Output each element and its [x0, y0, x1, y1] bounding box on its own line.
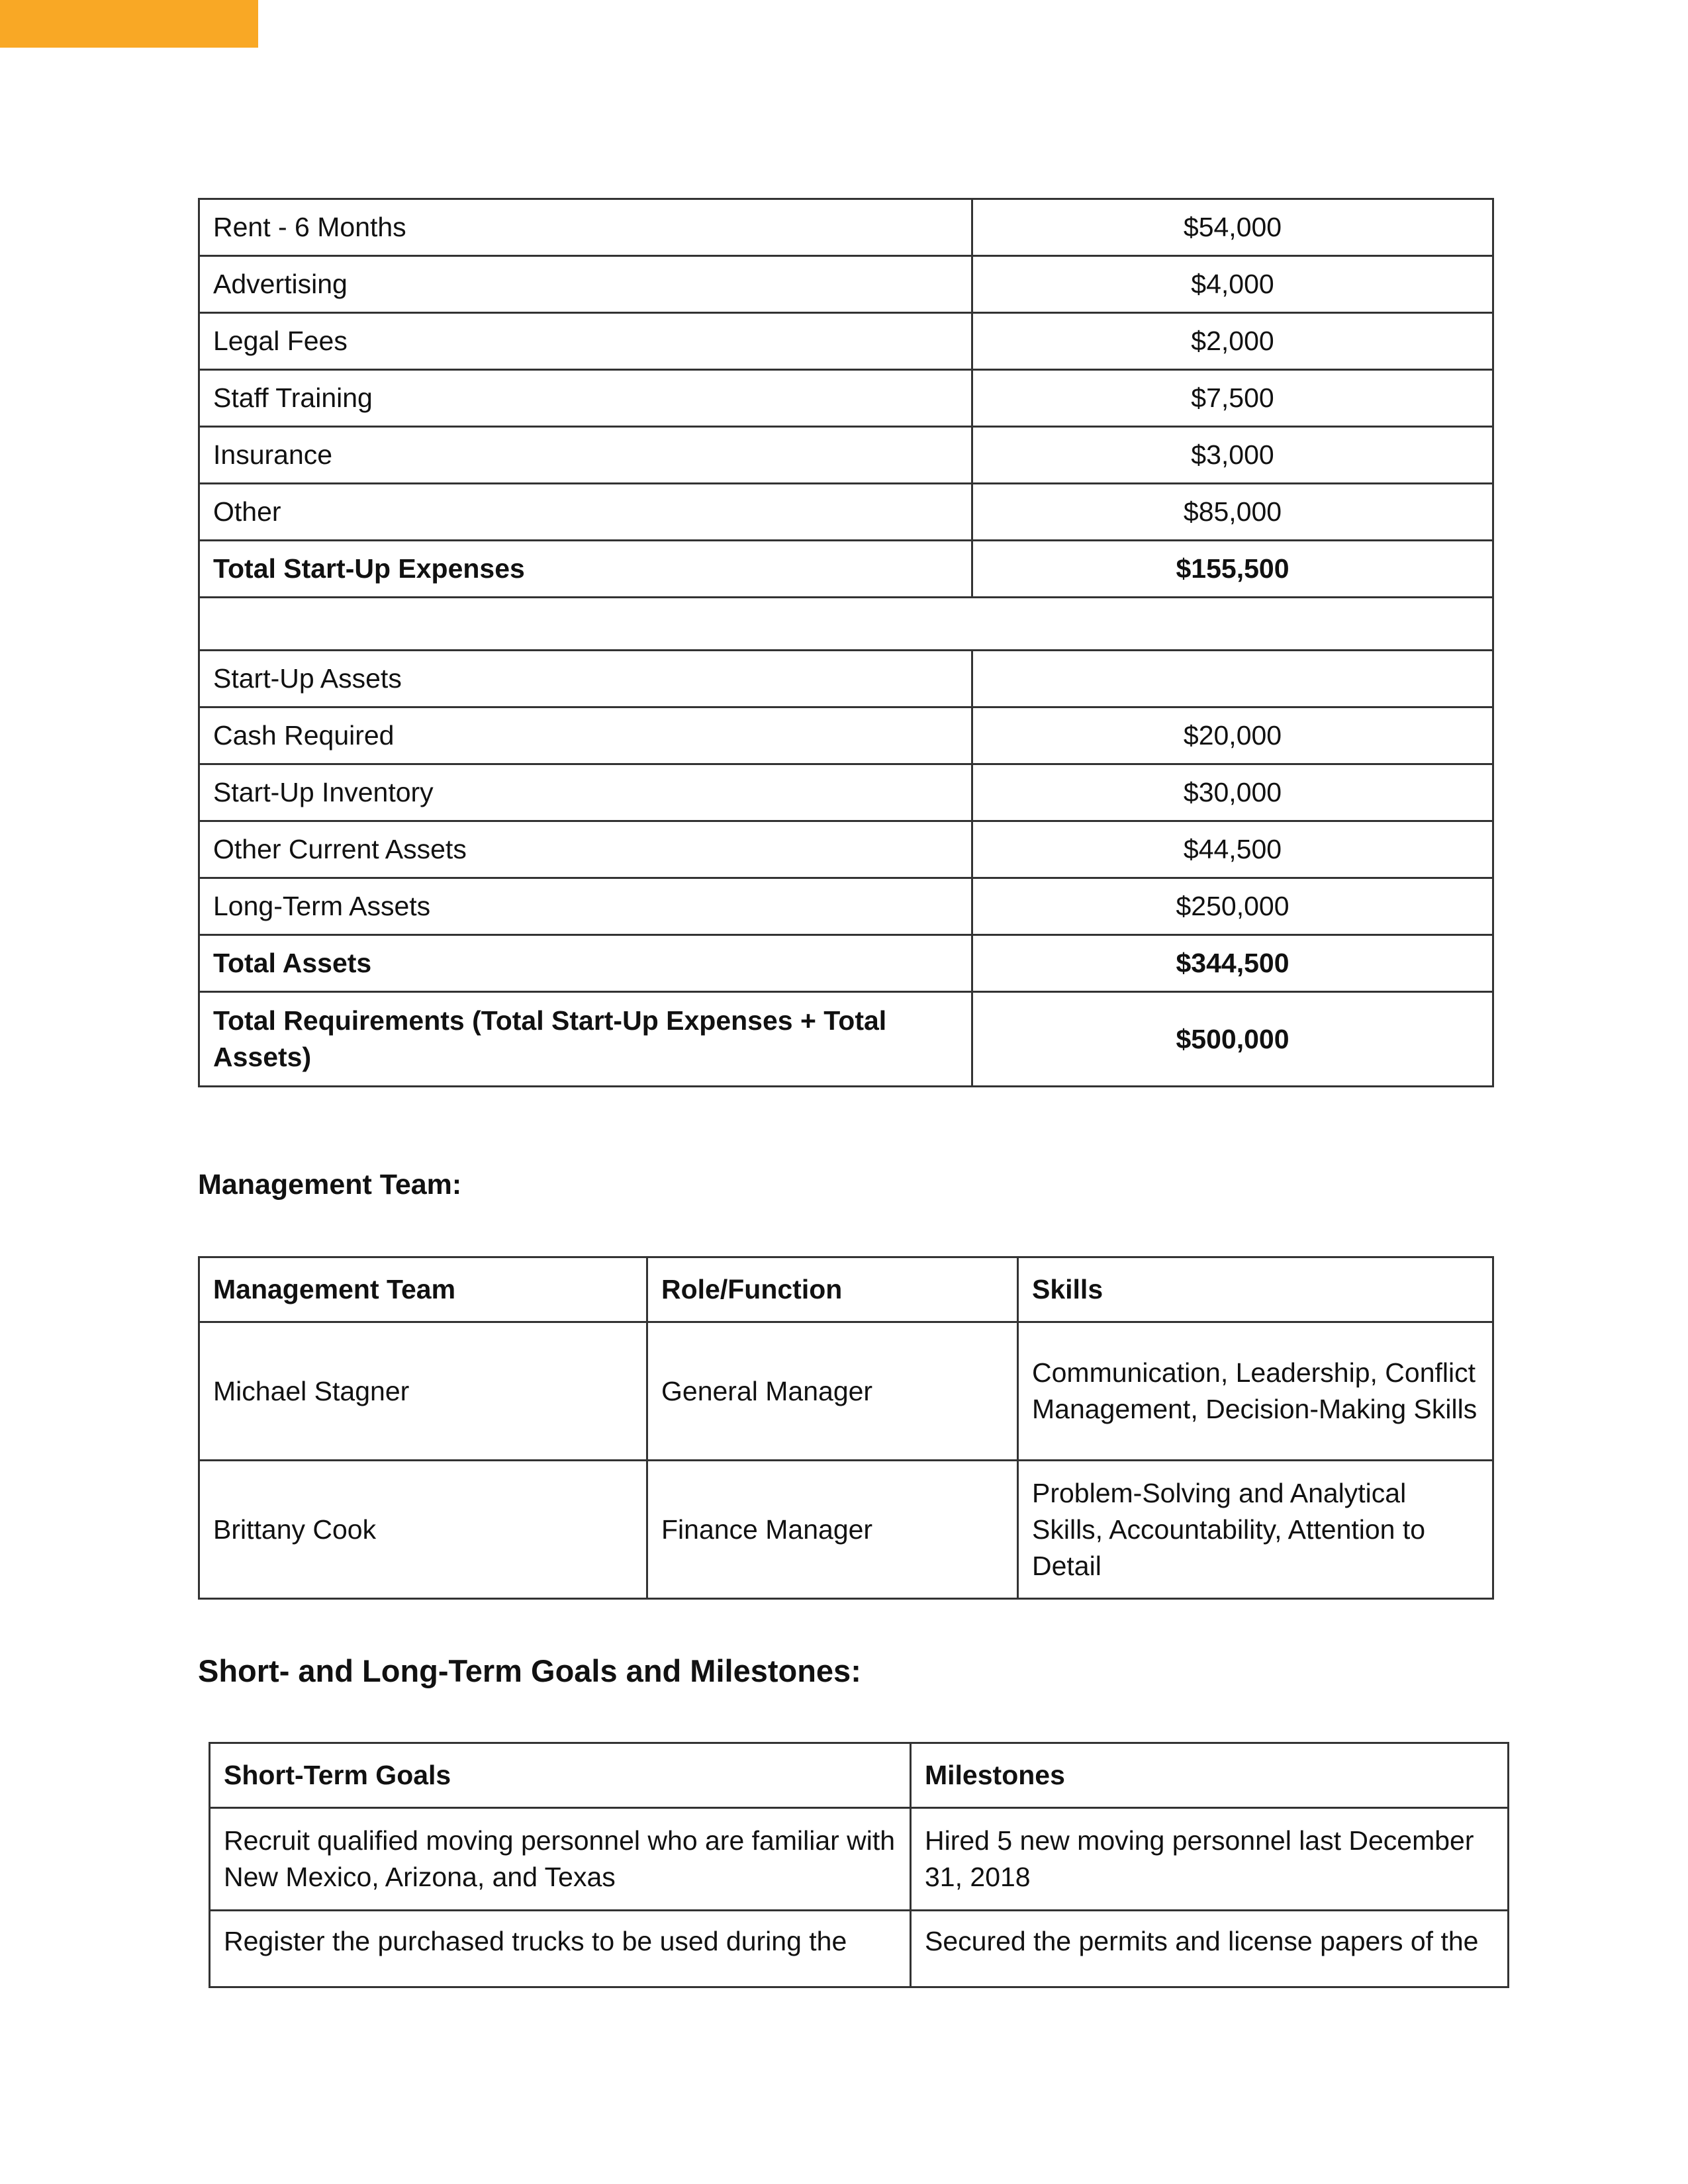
short-term-goal: Recruit qualified moving personnel who are familiar with New Mexico, Arizona, and Texas: [210, 1808, 911, 1911]
table-row: [199, 1461, 1493, 1599]
member-name: Michael Stagner: [199, 1322, 647, 1461]
column-header: Management Team: [199, 1257, 647, 1322]
member-skills: Communication, Leadership, Conflict Management, Decision-Making Skills: [1018, 1322, 1493, 1461]
accent-bar: [0, 0, 258, 48]
asset-label: Cash Required: [199, 707, 972, 764]
table-row: [210, 1911, 1509, 1987]
total-requirements-label: Total Requirements (Total Start-Up Expenses + Total Assets): [199, 992, 972, 1087]
management-team-heading: Management Team:: [198, 1169, 462, 1201]
expense-label: Other: [199, 484, 972, 541]
expense-label: Legal Fees: [199, 313, 972, 370]
member-name: Brittany Cook: [199, 1461, 647, 1599]
asset-amount: $20,000: [972, 707, 1493, 764]
table-row: [199, 821, 1493, 878]
management-team-table: [198, 1256, 1494, 1600]
asset-label: Long-Term Assets: [199, 878, 972, 935]
milestone: Hired 5 new moving personnel last December 31, 2018: [911, 1808, 1509, 1911]
expense-amount: $54,000: [972, 199, 1493, 256]
member-role: Finance Manager: [647, 1461, 1018, 1599]
table-row: [199, 484, 1493, 541]
expense-label: Rent - 6 Months: [199, 199, 972, 256]
table-row: [199, 651, 1493, 707]
asset-label: Start-Up Inventory: [199, 764, 972, 821]
column-header: Skills: [1018, 1257, 1493, 1322]
startup-assets-header: Start-Up Assets: [199, 651, 972, 707]
expense-amount: $3,000: [972, 427, 1493, 484]
startup-assets-header-amount: [972, 651, 1493, 707]
total-assets-amount: $344,500: [972, 935, 1493, 992]
column-header: Milestones: [911, 1743, 1509, 1808]
table-row: [210, 1808, 1509, 1911]
expense-label: Insurance: [199, 427, 972, 484]
total-row: [199, 992, 1493, 1087]
expense-amount: $85,000: [972, 484, 1493, 541]
asset-amount: $44,500: [972, 821, 1493, 878]
table-row: [199, 256, 1493, 313]
table-row: [199, 878, 1493, 935]
asset-amount: $30,000: [972, 764, 1493, 821]
asset-amount: $250,000: [972, 878, 1493, 935]
table-row: [199, 427, 1493, 484]
table-row: [199, 370, 1493, 427]
expense-label: Staff Training: [199, 370, 972, 427]
total-startup-expenses-label: Total Start-Up Expenses: [199, 541, 972, 598]
short-term-goal: Register the purchased trucks to be used during the: [210, 1911, 911, 1987]
table-row: [199, 313, 1493, 370]
column-header: Role/Function: [647, 1257, 1018, 1322]
table-header-row: [199, 1257, 1493, 1322]
member-skills: Problem-Solving and Analytical Skills, Accountability, Attention to Detail: [1018, 1461, 1493, 1599]
expense-label: Advertising: [199, 256, 972, 313]
table-row: [199, 199, 1493, 256]
member-role: General Manager: [647, 1322, 1018, 1461]
total-assets-label: Total Assets: [199, 935, 972, 992]
expense-amount: $2,000: [972, 313, 1493, 370]
goals-milestones-table: [209, 1742, 1509, 1988]
table-row: [199, 707, 1493, 764]
table-header-row: [210, 1743, 1509, 1808]
asset-label: Other Current Assets: [199, 821, 972, 878]
table-row: [199, 1322, 1493, 1461]
total-requirements-amount: $500,000: [972, 992, 1493, 1087]
total-row: [199, 541, 1493, 598]
column-header: Short-Term Goals: [210, 1743, 911, 1808]
total-startup-expenses-amount: $155,500: [972, 541, 1493, 598]
startup-requirements-table: [198, 198, 1494, 1087]
spacer-row: [199, 598, 1493, 651]
goals-heading: Short- and Long-Term Goals and Milestones:: [198, 1653, 861, 1688]
expense-amount: $7,500: [972, 370, 1493, 427]
expense-amount: $4,000: [972, 256, 1493, 313]
total-row: [199, 935, 1493, 992]
table-row: [199, 764, 1493, 821]
empty-cell: [199, 598, 1493, 651]
milestone: Secured the permits and license papers of the: [911, 1911, 1509, 1987]
